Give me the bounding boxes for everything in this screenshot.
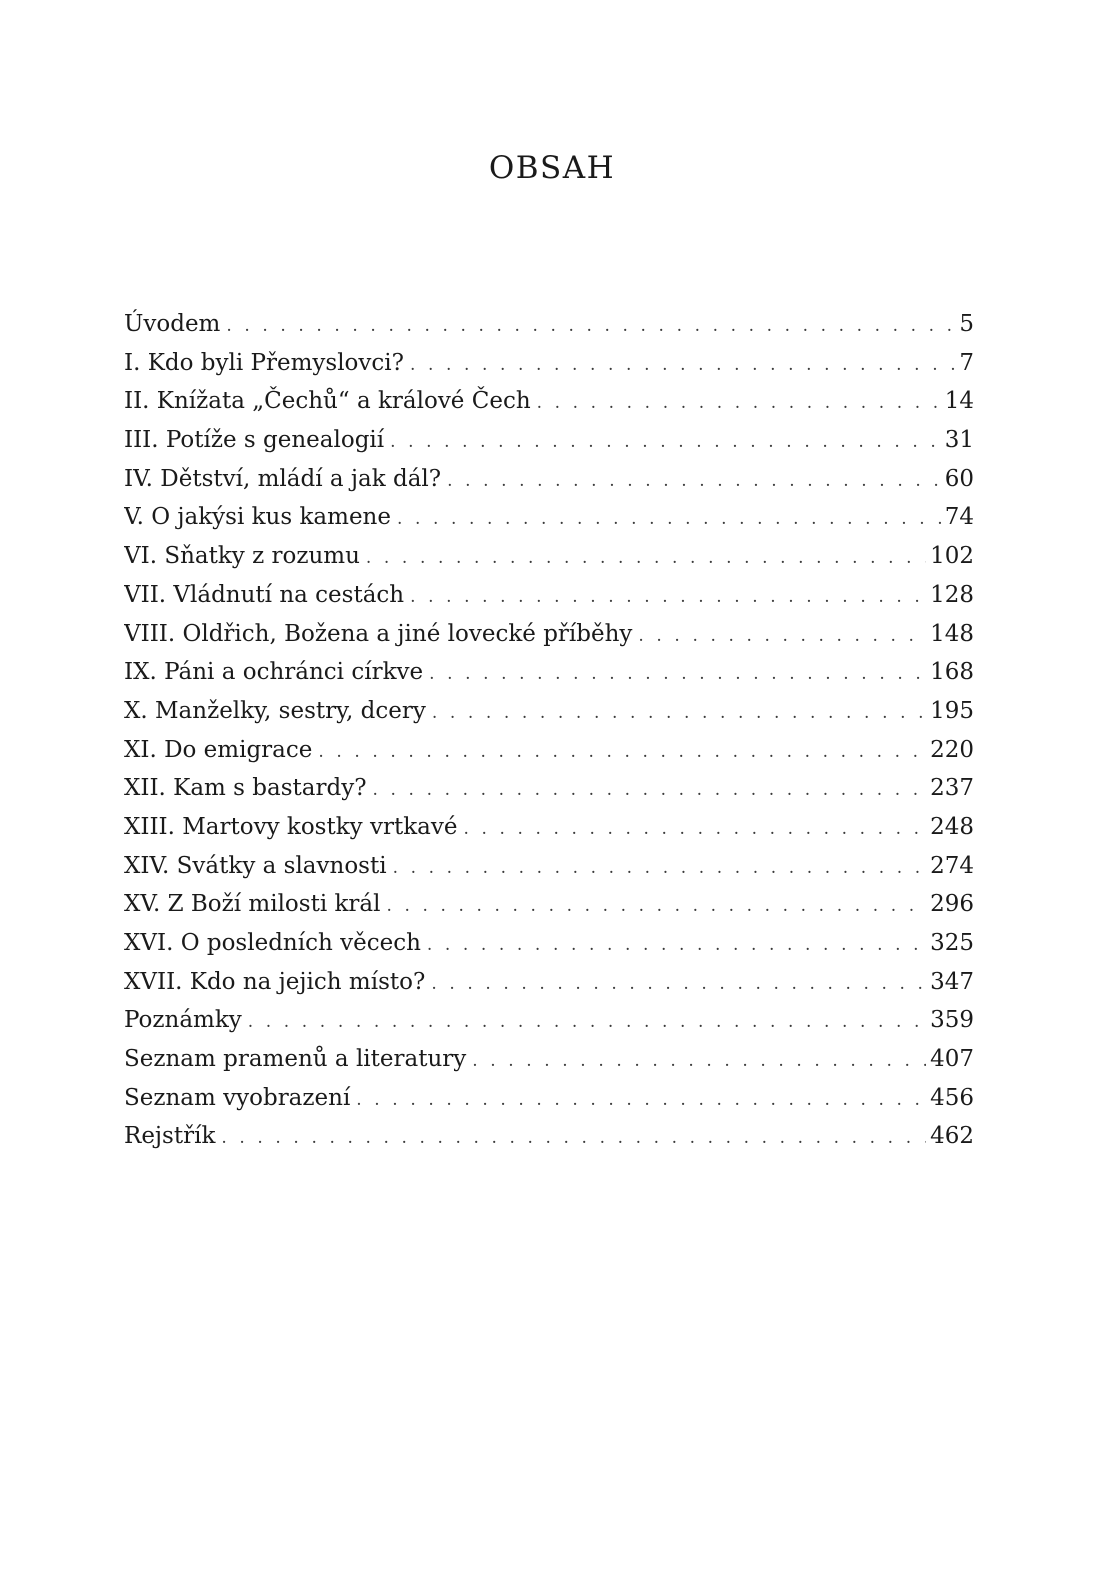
- toc-entry-page-number: 7: [959, 349, 974, 376]
- toc-entry[interactable]: [124, 963, 974, 1002]
- toc-entry-label: IV. Dětství, mládí a jak dál?: [124, 465, 442, 492]
- dot-leader: [472, 1042, 926, 1079]
- toc-entry[interactable]: [124, 731, 974, 770]
- toc-entry-page-number: 456: [930, 1084, 974, 1111]
- table-of-contents: [124, 305, 974, 1156]
- toc-entry[interactable]: [124, 769, 974, 808]
- toc-entry-label: XVII. Kdo na jejich místo?: [124, 968, 426, 995]
- dot-leader: [463, 810, 926, 847]
- toc-entry-page-number: 128: [930, 581, 974, 608]
- toc-entry-page-number: 325: [930, 930, 974, 956]
- toc-entry-label: II. Knížata „Čechů“ a králové Čech: [124, 388, 531, 415]
- toc-entry-page-number: 74: [944, 504, 974, 531]
- toc-entry-page-number: 248: [930, 813, 974, 840]
- toc-entry[interactable]: [124, 305, 974, 344]
- toc-entry[interactable]: [124, 653, 974, 692]
- toc-entry-label: Úvodem: [124, 311, 221, 337]
- dot-leader: [366, 539, 926, 576]
- toc-entry-page-number: 5: [959, 311, 974, 337]
- toc-entry-page-number: 220: [930, 736, 974, 763]
- toc-entry-page-number: 347: [930, 968, 974, 995]
- toc-entry[interactable]: [124, 576, 974, 615]
- toc-entry-label: Rejstřík: [124, 1123, 216, 1150]
- toc-entry-label: X. Manželky, sestry, dcery: [124, 697, 426, 724]
- toc-entry-page-number: 195: [930, 697, 974, 724]
- dot-leader: [638, 617, 926, 654]
- toc-entry-page-number: 31: [944, 427, 974, 454]
- dot-leader: [387, 887, 927, 924]
- toc-entry[interactable]: [124, 692, 974, 731]
- dot-leader: [226, 307, 955, 344]
- dot-leader: [410, 578, 926, 615]
- toc-entry[interactable]: [124, 847, 974, 886]
- toc-entry-label: I. Kdo byli Přemyslovci?: [124, 349, 404, 376]
- toc-entry-page-number: 168: [930, 659, 974, 686]
- dot-leader: [537, 384, 941, 421]
- toc-entry-page-number: 237: [930, 775, 974, 802]
- dot-leader: [432, 694, 926, 731]
- toc-entry-page-number: 462: [930, 1123, 974, 1150]
- page-title: OBSAH: [488, 150, 616, 186]
- toc-entry-page-number: 296: [930, 891, 974, 918]
- toc-entry-label: XII. Kam s bastardy?: [124, 775, 367, 802]
- toc-entry[interactable]: [124, 1040, 974, 1079]
- dot-leader: [427, 926, 926, 963]
- toc-entry[interactable]: [124, 344, 974, 383]
- toc-entry-page-number: 148: [930, 620, 974, 647]
- toc-entry[interactable]: [124, 1001, 974, 1040]
- dot-leader: [318, 733, 926, 770]
- toc-entry-label: VIII. Oldřich, Božena a jiné lovecké příběhy: [124, 620, 633, 647]
- toc-entry-label: Seznam vyobrazení: [124, 1084, 351, 1111]
- dot-leader: [393, 849, 927, 886]
- dot-leader: [390, 423, 941, 460]
- dot-leader: [248, 1003, 926, 1040]
- dot-leader: [410, 346, 955, 383]
- toc-entry-label: VI. Sňatky z rozumu: [124, 543, 360, 570]
- toc-entry[interactable]: [124, 924, 974, 963]
- toc-entry-label: Seznam pramenů a literatury: [124, 1046, 467, 1073]
- toc-entry[interactable]: [124, 1079, 974, 1118]
- toc-entry-page-number: 60: [944, 465, 974, 492]
- toc-entry[interactable]: [124, 460, 974, 499]
- toc-entry-page-number: 274: [930, 852, 974, 879]
- toc-entry-page-number: 407: [930, 1046, 974, 1073]
- toc-entry[interactable]: [124, 885, 974, 924]
- toc-entry[interactable]: [124, 421, 974, 460]
- toc-entry-label: XIV. Svátky a slavnosti: [124, 852, 387, 879]
- toc-entry[interactable]: [124, 615, 974, 654]
- toc-entry-label: III. Potíže s genealogií: [124, 427, 385, 454]
- toc-entry[interactable]: [124, 498, 974, 537]
- dot-leader: [447, 462, 941, 499]
- toc-entry[interactable]: [124, 1117, 974, 1156]
- toc-entry-page-number: 14: [944, 388, 974, 415]
- toc-entry-label: XVI. O posledních věcech: [124, 930, 421, 956]
- toc-entry-label: XI. Do emigrace: [124, 736, 313, 763]
- toc-entry-label: VII. Vládnutí na cestách: [124, 581, 405, 608]
- toc-entry-label: V. O jakýsi kus kamene: [124, 504, 391, 531]
- toc-entry-label: Poznámky: [124, 1007, 242, 1034]
- dot-leader: [221, 1119, 926, 1156]
- toc-entry-page-number: 359: [930, 1007, 974, 1034]
- toc-entry-label: IX. Páni a ochránci církve: [124, 659, 424, 686]
- toc-entry-label: XIII. Martovy kostky vrtkavé: [124, 813, 458, 840]
- dot-leader: [373, 771, 927, 808]
- dot-leader: [397, 500, 941, 537]
- toc-entry-label: XV. Z Boží milosti král: [124, 891, 381, 918]
- dot-leader: [356, 1081, 926, 1118]
- toc-entry[interactable]: [124, 808, 974, 847]
- toc-entry[interactable]: [124, 382, 974, 421]
- dot-leader: [429, 655, 926, 692]
- dot-leader: [431, 965, 926, 1002]
- toc-entry[interactable]: [124, 537, 974, 576]
- toc-entry-page-number: 102: [930, 543, 974, 570]
